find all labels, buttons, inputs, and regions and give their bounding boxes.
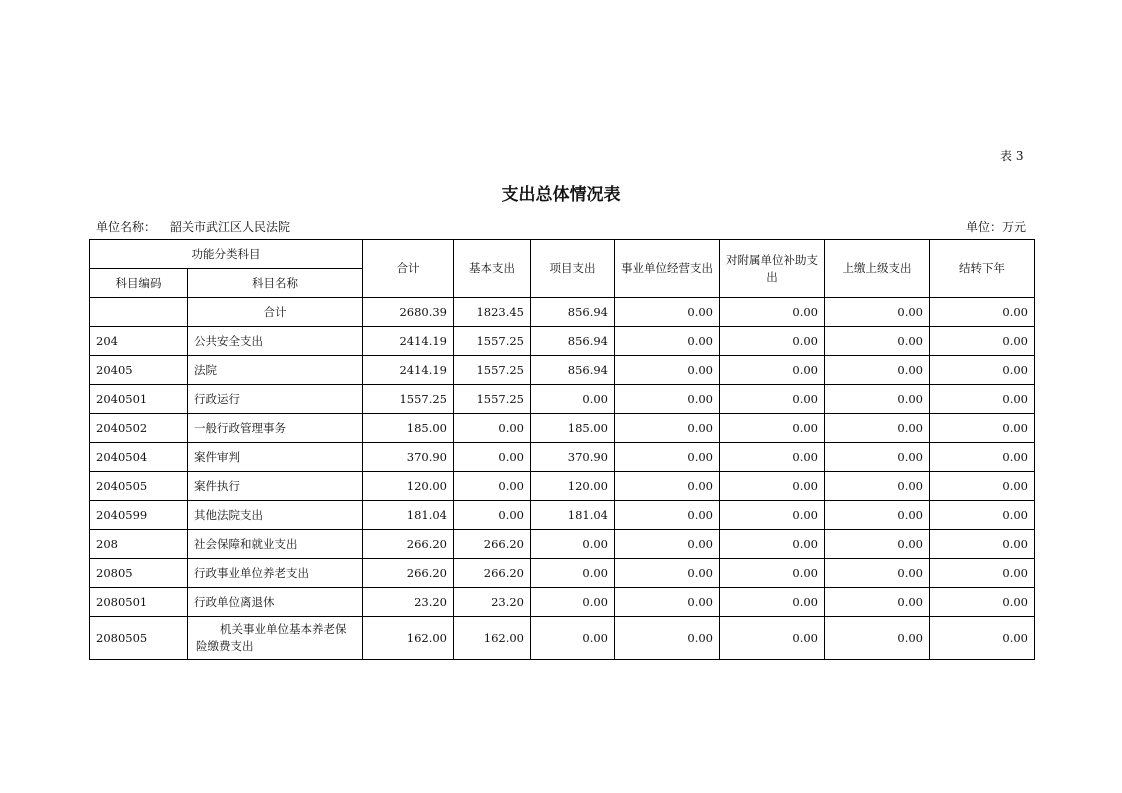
row-name: 一般行政管理事务 bbox=[188, 414, 363, 443]
cell-total: 1557.25 bbox=[363, 385, 454, 414]
cell-subsidy: 0.00 bbox=[720, 327, 825, 356]
cell-total: 2414.19 bbox=[363, 356, 454, 385]
table-row-total bbox=[90, 298, 1035, 327]
cell-project: 856.94 bbox=[531, 327, 615, 356]
header-business-expenditure: 事业单位经营支出 bbox=[615, 240, 720, 298]
cell-subsidy: 0.00 bbox=[720, 530, 825, 559]
row-code: 20405 bbox=[90, 356, 188, 385]
cell-basic: 23.20 bbox=[454, 588, 531, 617]
cell-project: 181.04 bbox=[531, 501, 615, 530]
table-row bbox=[90, 617, 1035, 660]
unit-name-label: 单位名称： bbox=[96, 220, 157, 234]
cell-total: 2414.19 bbox=[363, 327, 454, 356]
row-code: 204 bbox=[90, 327, 188, 356]
row-name: 行政单位离退休 bbox=[188, 588, 363, 617]
table-row bbox=[90, 327, 1035, 356]
cell-subsidy: 0.00 bbox=[720, 385, 825, 414]
row-code: 2040501 bbox=[90, 385, 188, 414]
row-code: 2040599 bbox=[90, 501, 188, 530]
cell-business: 0.00 bbox=[615, 356, 720, 385]
table-row bbox=[90, 443, 1035, 472]
row-code: 2040505 bbox=[90, 472, 188, 501]
page-title: 支出总体情况表 bbox=[501, 185, 621, 205]
row-code bbox=[90, 298, 188, 327]
cell-upper: 0.00 bbox=[825, 443, 930, 472]
cell-carry: 0.00 bbox=[930, 588, 1035, 617]
cell-total: 162.00 bbox=[363, 617, 454, 660]
cell-carry: 0.00 bbox=[930, 385, 1035, 414]
row-name: 行政事业单位养老支出 bbox=[188, 559, 363, 588]
cell-business: 0.00 bbox=[615, 385, 720, 414]
table-row bbox=[90, 414, 1035, 443]
cell-business: 0.00 bbox=[615, 327, 720, 356]
row-name: 法院 bbox=[188, 356, 363, 385]
cell-subsidy: 0.00 bbox=[720, 472, 825, 501]
cell-upper: 0.00 bbox=[825, 501, 930, 530]
table-row bbox=[90, 530, 1035, 559]
cell-project: 370.90 bbox=[531, 443, 615, 472]
cell-upper: 0.00 bbox=[825, 559, 930, 588]
cell-upper: 0.00 bbox=[825, 472, 930, 501]
cell-carry: 0.00 bbox=[930, 443, 1035, 472]
cell-basic: 0.00 bbox=[454, 443, 531, 472]
header-basic-expenditure: 基本支出 bbox=[454, 240, 531, 298]
cell-subsidy: 0.00 bbox=[720, 501, 825, 530]
row-name: 机关事业单位基本养老保险缴费支出 bbox=[188, 617, 363, 660]
cell-total: 2680.39 bbox=[363, 298, 454, 327]
cell-business: 0.00 bbox=[615, 501, 720, 530]
cell-business: 0.00 bbox=[615, 530, 720, 559]
cell-total: 370.90 bbox=[363, 443, 454, 472]
cell-total: 23.20 bbox=[363, 588, 454, 617]
cell-total: 120.00 bbox=[363, 472, 454, 501]
expenditure-table bbox=[89, 239, 1035, 660]
cell-subsidy: 0.00 bbox=[720, 298, 825, 327]
cell-upper: 0.00 bbox=[825, 617, 930, 660]
cell-carry: 0.00 bbox=[930, 327, 1035, 356]
cell-subsidy: 0.00 bbox=[720, 356, 825, 385]
cell-business: 0.00 bbox=[615, 443, 720, 472]
cell-subsidy: 0.00 bbox=[720, 588, 825, 617]
cell-project: 856.94 bbox=[531, 298, 615, 327]
row-name: 公共安全支出 bbox=[188, 327, 363, 356]
cell-project: 0.00 bbox=[531, 530, 615, 559]
cell-basic: 0.00 bbox=[454, 472, 531, 501]
table-row bbox=[90, 501, 1035, 530]
cell-subsidy: 0.00 bbox=[720, 443, 825, 472]
cell-upper: 0.00 bbox=[825, 414, 930, 443]
row-code: 2080505 bbox=[90, 617, 188, 660]
cell-carry: 0.00 bbox=[930, 559, 1035, 588]
table-row bbox=[90, 588, 1035, 617]
table-row bbox=[90, 356, 1035, 385]
row-name: 合计 bbox=[188, 298, 363, 327]
cell-basic: 1557.25 bbox=[454, 356, 531, 385]
cell-upper: 0.00 bbox=[825, 588, 930, 617]
cell-basic: 1823.45 bbox=[454, 298, 531, 327]
header-subsidy-expenditure: 对附属单位补助支出 bbox=[720, 240, 825, 298]
cell-carry: 0.00 bbox=[930, 617, 1035, 660]
cell-carry: 0.00 bbox=[930, 530, 1035, 559]
cell-upper: 0.00 bbox=[825, 298, 930, 327]
cell-business: 0.00 bbox=[615, 472, 720, 501]
cell-project: 0.00 bbox=[531, 559, 615, 588]
cell-total: 266.20 bbox=[363, 559, 454, 588]
row-code: 208 bbox=[90, 530, 188, 559]
table-number: 表 3 bbox=[1000, 149, 1024, 163]
cell-subsidy: 0.00 bbox=[720, 617, 825, 660]
cell-project: 120.00 bbox=[531, 472, 615, 501]
row-name: 案件执行 bbox=[188, 472, 363, 501]
cell-project: 0.00 bbox=[531, 588, 615, 617]
header-upper-payment: 上缴上级支出 bbox=[825, 240, 930, 298]
unit-name-line bbox=[96, 218, 290, 235]
cell-carry: 0.00 bbox=[930, 414, 1035, 443]
header-project-expenditure: 项目支出 bbox=[531, 240, 615, 298]
row-name: 社会保障和就业支出 bbox=[188, 530, 363, 559]
cell-project: 0.00 bbox=[531, 385, 615, 414]
cell-subsidy: 0.00 bbox=[720, 559, 825, 588]
row-code: 2080501 bbox=[90, 588, 188, 617]
header-total: 合计 bbox=[363, 240, 454, 298]
cell-carry: 0.00 bbox=[930, 298, 1035, 327]
table-row bbox=[90, 559, 1035, 588]
cell-business: 0.00 bbox=[615, 588, 720, 617]
cell-basic: 0.00 bbox=[454, 501, 531, 530]
row-name: 其他法院支出 bbox=[188, 501, 363, 530]
row-name: 行政运行 bbox=[188, 385, 363, 414]
header-function-category: 功能分类科目 bbox=[90, 240, 363, 269]
cell-carry: 0.00 bbox=[930, 356, 1035, 385]
cell-carry: 0.00 bbox=[930, 501, 1035, 530]
cell-carry: 0.00 bbox=[930, 472, 1035, 501]
cell-business: 0.00 bbox=[615, 298, 720, 327]
cell-upper: 0.00 bbox=[825, 356, 930, 385]
cell-upper: 0.00 bbox=[825, 530, 930, 559]
cell-total: 185.00 bbox=[363, 414, 454, 443]
table-row bbox=[90, 472, 1035, 501]
cell-basic: 266.20 bbox=[454, 530, 531, 559]
cell-project: 185.00 bbox=[531, 414, 615, 443]
cell-basic: 162.00 bbox=[454, 617, 531, 660]
header-carry-forward: 结转下年 bbox=[930, 240, 1035, 298]
cell-basic: 266.20 bbox=[454, 559, 531, 588]
header-subject-code: 科目编码 bbox=[90, 269, 188, 298]
row-code: 2040502 bbox=[90, 414, 188, 443]
cell-upper: 0.00 bbox=[825, 327, 930, 356]
cell-total: 266.20 bbox=[363, 530, 454, 559]
currency-unit: 单位：万元 bbox=[966, 220, 1027, 234]
unit-name-value: 韶关市武江区人民法院 bbox=[170, 220, 291, 234]
cell-subsidy: 0.00 bbox=[720, 414, 825, 443]
cell-basic: 1557.25 bbox=[454, 327, 531, 356]
cell-project: 0.00 bbox=[531, 617, 615, 660]
row-code: 20805 bbox=[90, 559, 188, 588]
row-code: 2040504 bbox=[90, 443, 188, 472]
cell-basic: 0.00 bbox=[454, 414, 531, 443]
row-name: 案件审判 bbox=[188, 443, 363, 472]
cell-business: 0.00 bbox=[615, 617, 720, 660]
cell-upper: 0.00 bbox=[825, 385, 930, 414]
cell-business: 0.00 bbox=[615, 559, 720, 588]
cell-basic: 1557.25 bbox=[454, 385, 531, 414]
cell-total: 181.04 bbox=[363, 501, 454, 530]
cell-business: 0.00 bbox=[615, 414, 720, 443]
cell-project: 856.94 bbox=[531, 356, 615, 385]
header-subject-name: 科目名称 bbox=[188, 269, 363, 298]
table-row bbox=[90, 385, 1035, 414]
